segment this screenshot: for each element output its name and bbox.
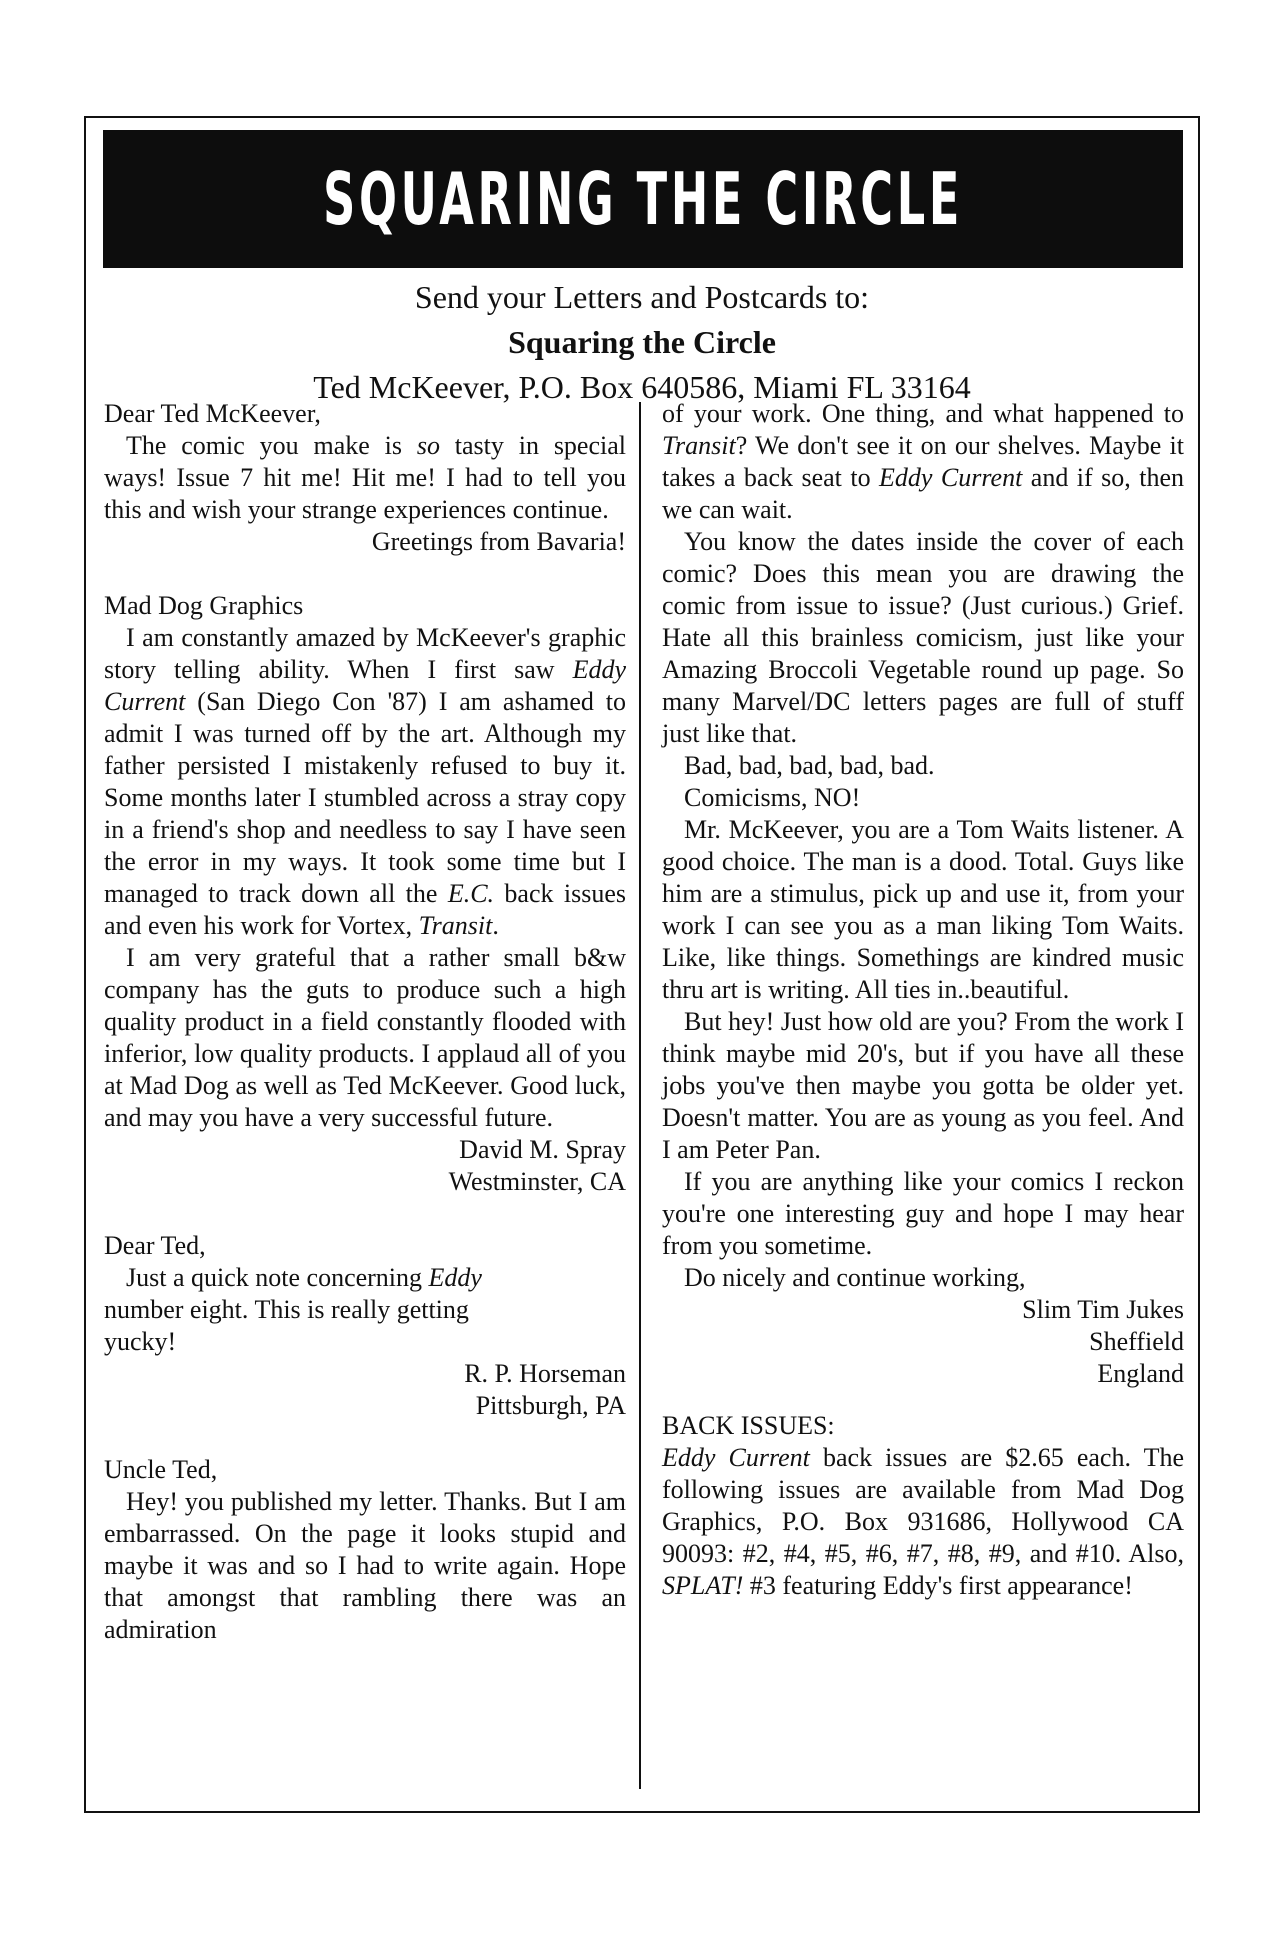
letter-body: Hey! you published my letter. Thanks. But I am embarrassed. On the page it looks stupid and maybe it was and so I had to write again. Hope that amongst that rambling there was an admiration bbox=[104, 1487, 626, 1644]
letter-bavaria bbox=[104, 398, 626, 558]
column-divider bbox=[639, 402, 641, 1789]
signature-name: David M. Spray bbox=[459, 1135, 626, 1164]
right-column bbox=[662, 398, 1184, 1602]
column-name: Squaring the Circle bbox=[508, 324, 776, 360]
back-issues-heading: BACK ISSUES: bbox=[662, 1411, 835, 1440]
salutation: Dear Ted, bbox=[104, 1231, 206, 1260]
letter-body: Bad, bad, bad, bad, bad. bbox=[684, 751, 935, 780]
signature-city: Sheffield bbox=[1089, 1327, 1184, 1356]
letter-body: But hey! Just how old are you? From the work I think maybe mid 20's, but if you have all these jobs you've then maybe you gotta be older yet. Doesn't matter. You are as young as you feel. And I am Peter Pan. bbox=[662, 1007, 1184, 1164]
left-column bbox=[104, 398, 626, 1646]
banner-title: SQUARING THE CIRCLE bbox=[322, 157, 964, 241]
letter-body: I am very grateful that a rather small b&w company has the guts to produce such a high quality product in a field constantly flooded with inferior, low quality products. I applaud all of you at Mad Dog as well as Ted McKeever. Good luck, and may you have a very successful future. bbox=[104, 943, 626, 1132]
letter-body: Mr. McKeever, you are a Tom Waits listener. A good choice. The man is a dood. Total. Guys like him are a stimulus, pick up and use it, from your work I can see you as a man liking Tom Waits. Like, like things. Somethings are kindred music thru art is writing. All ties in..beautiful. bbox=[662, 815, 1184, 1004]
letter-body: If you are anything like your comics I reckon you're one interesting guy and hope I may hear from you sometime. bbox=[662, 1167, 1184, 1260]
signature-name: Slim Tim Jukes bbox=[1022, 1295, 1184, 1324]
salutation: Dear Ted McKeever, bbox=[104, 399, 321, 428]
letter-horseman bbox=[104, 1230, 626, 1422]
title-banner bbox=[103, 130, 1183, 268]
letter-uncle-ted bbox=[104, 1454, 626, 1646]
address-header bbox=[86, 275, 1198, 410]
back-issues-body: Eddy Current back issues are $2.65 each. The following issues are available from Mad Dog Graphics, P.O. Box 931686, Hollywood CA 90093: #2, #4, #5, #6, #7, #8, #9, and #10. Also, SPLAT! #3 featuring Eddy's first appearance! bbox=[662, 1443, 1184, 1600]
letter-body: You know the dates inside the cover of each comic? Does this mean you are drawing the comic from issue to issue? (Just curious.) Grief. Hate all this brainless comicism, just like your Amazing Broccoli Vegetable round up page. So many Marvel/DC letters pages are full of stuff just like that. bbox=[662, 527, 1184, 748]
letter-body: Just a quick note concerning Eddy number eight. This is really getting yucky! bbox=[104, 1263, 482, 1356]
salutation: Mad Dog Graphics bbox=[104, 591, 304, 620]
signature-place: Pittsburgh, PA bbox=[475, 1391, 626, 1420]
send-line: Send your Letters and Postcards to: bbox=[414, 279, 870, 315]
letter-spray bbox=[104, 590, 626, 1198]
letter-body: Do nicely and continue working, bbox=[684, 1263, 1026, 1292]
letter-body: I am constantly amazed by McKeever's graphic story telling ability. When I first saw Eddy Current (San Diego Con '87) I am ashamed to admit I was turned off by the art. Although my father persisted I mistakenly refused to buy it. Some months later I stumbled across a stray copy in a friend's shop and needless to say I have seen the error in my ways. It took some time but I managed to track down all the E.C. back issues and even his work for Vortex, Transit. bbox=[104, 623, 626, 940]
signature-country: England bbox=[1097, 1359, 1184, 1388]
letter-closing: Greetings from Bavaria! bbox=[371, 527, 626, 556]
letter-body: The comic you make is so tasty in special ways! Issue 7 hit me! Hit me! I had to tell you this and wish your strange experiences continue. bbox=[104, 431, 626, 524]
salutation: Uncle Ted, bbox=[104, 1455, 218, 1484]
letter-continued: of your work. One thing, and what happened to Transit? We don't see it on our shelves. Maybe it takes a back seat to Eddy Current and if so, then we can wait. bbox=[662, 399, 1184, 524]
mailing-address: Ted McKeever, P.O. Box 640586, Miami FL 33164 bbox=[313, 369, 971, 405]
signature-place: Westminster, CA bbox=[448, 1167, 626, 1196]
back-issues bbox=[662, 1410, 1184, 1602]
signature-name: R. P. Horseman bbox=[464, 1359, 626, 1388]
letter-body: Comicisms, NO! bbox=[684, 783, 861, 812]
page-frame bbox=[84, 116, 1200, 1813]
